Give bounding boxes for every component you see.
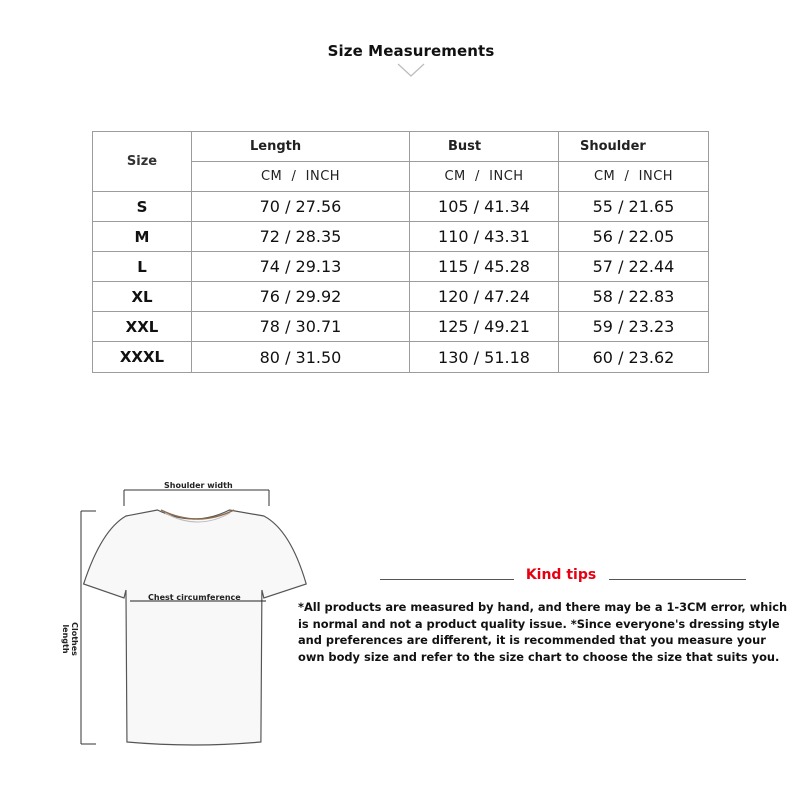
tips-divider-right [609, 579, 746, 580]
bust-cell: 120 / 47.24 [410, 282, 559, 312]
shoulder-cell: 56 / 22.05 [559, 222, 709, 252]
table-row [93, 192, 709, 222]
chest-circumference-label: Chest circumference [148, 593, 241, 602]
length-cell: 72 / 28.35 [192, 222, 410, 252]
clothes-length-label: Clothes length [61, 622, 79, 656]
size-cell: L [93, 252, 192, 282]
size-cell: XXXL [93, 342, 192, 373]
table-row [93, 342, 709, 373]
shoulder-cell: 57 / 22.44 [559, 252, 709, 282]
table-row [93, 222, 709, 252]
bust-cell: 130 / 51.18 [410, 342, 559, 373]
shoulder-unit-label: CM / INCH [559, 162, 709, 192]
size-cell: XL [93, 282, 192, 312]
shoulder-cell: 58 / 22.83 [559, 282, 709, 312]
bust-cell: 105 / 41.34 [410, 192, 559, 222]
kind-tips-text: *All products are measured by hand, and there may be a 1-3CM error, which is normal and not a product quality issue. *Since everyone's dressing style and preferences are different, it is recommended that you measure your own body size and refer to the size chart to choose the size that suits you. [298, 600, 788, 664]
kind-tips-title: Kind tips [525, 567, 597, 583]
shoulder-width-label: Shoulder width [164, 481, 233, 490]
length-column-header: Length [192, 132, 410, 162]
table-row [93, 252, 709, 282]
shoulder-cell: 55 / 21.65 [559, 192, 709, 222]
length-cell: 76 / 29.92 [192, 282, 410, 312]
tshirt-measurement-diagram [60, 470, 310, 760]
bust-cell: 110 / 43.31 [410, 222, 559, 252]
bust-unit-label: CM / INCH [410, 162, 559, 192]
bust-cell: 115 / 45.28 [410, 252, 559, 282]
size-chart-table [92, 131, 709, 373]
shoulder-cell: 60 / 23.62 [559, 342, 709, 373]
table-row [93, 312, 709, 342]
table-header-row [93, 132, 709, 162]
shoulder-cell: 59 / 23.23 [559, 312, 709, 342]
length-unit-label: CM / INCH [192, 162, 410, 192]
size-cell: XXL [93, 312, 192, 342]
size-cell: M [93, 222, 192, 252]
size-column-header: Size [93, 132, 192, 192]
length-cell: 74 / 29.13 [192, 252, 410, 282]
shoulder-column-header: Shoulder [559, 132, 709, 162]
length-cell: 70 / 27.56 [192, 192, 410, 222]
length-cell: 78 / 30.71 [192, 312, 410, 342]
table-row [93, 282, 709, 312]
tshirt-illustration [60, 470, 310, 760]
chevron-down-icon [396, 62, 426, 78]
tips-divider-left [380, 579, 514, 580]
bust-column-header: Bust [410, 132, 559, 162]
length-cell: 80 / 31.50 [192, 342, 410, 373]
bust-cell: 125 / 49.21 [410, 312, 559, 342]
size-cell: S [93, 192, 192, 222]
page-title: Size Measurements [327, 42, 495, 60]
